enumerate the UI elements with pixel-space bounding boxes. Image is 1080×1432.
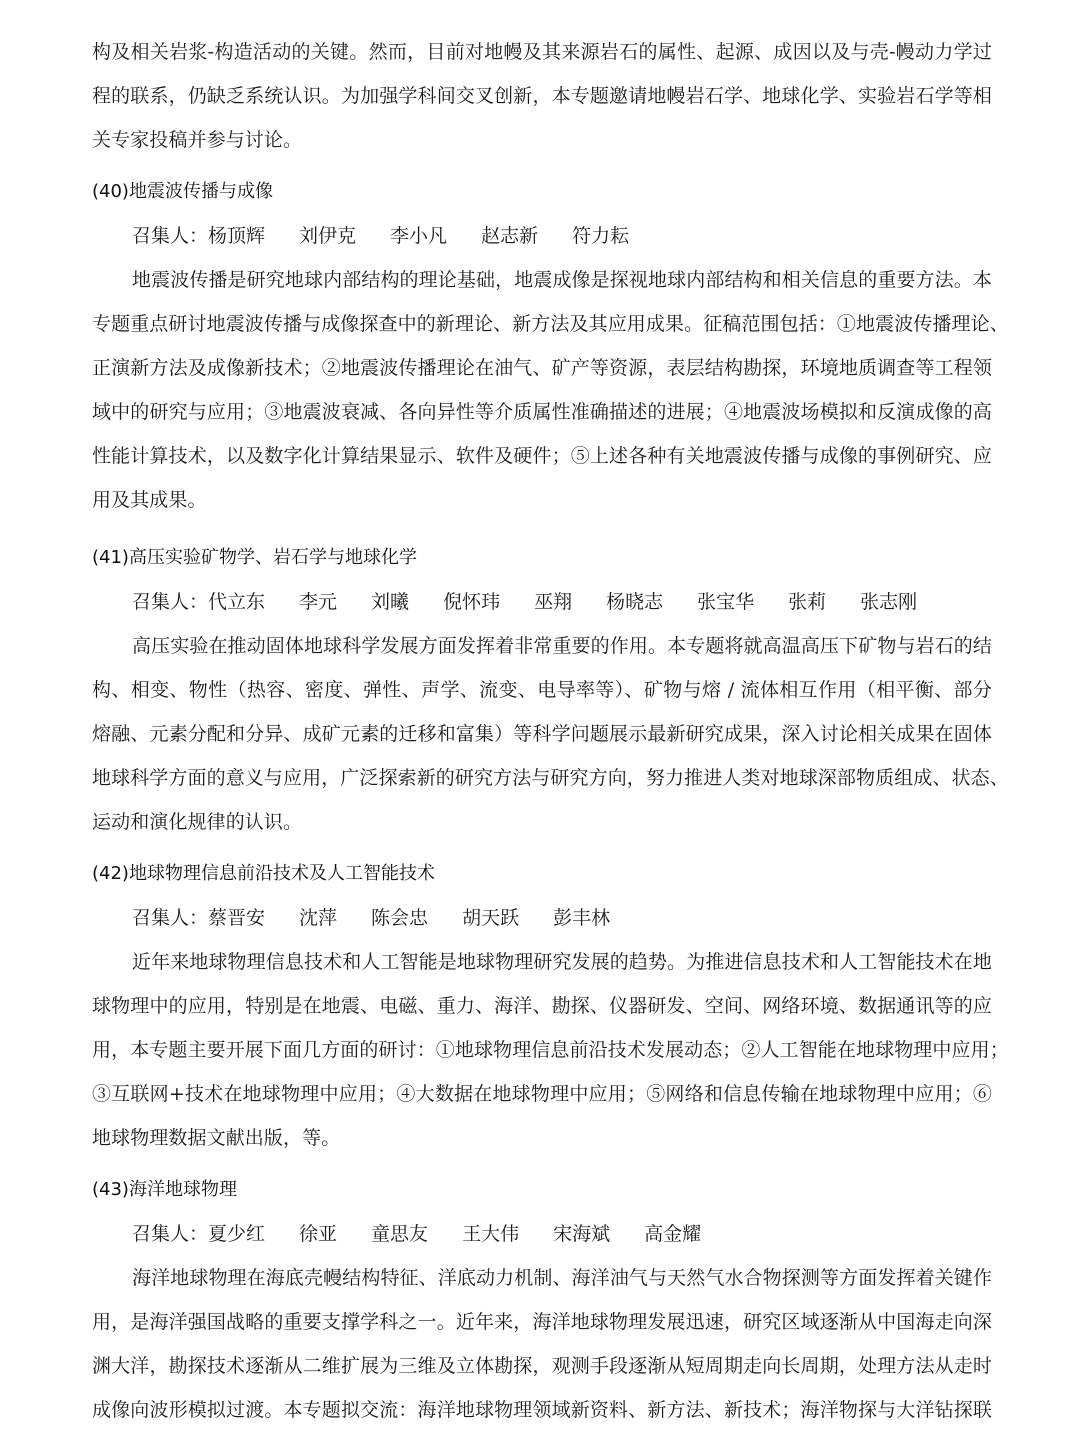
convener-name: 高金耀 <box>644 1223 702 1245</box>
section-heading: (43)海洋地球物理 <box>92 1179 237 1200</box>
text-line: 运动和演化规律的认识。 <box>92 811 303 833</box>
convener-name: 张莉 <box>788 591 827 613</box>
document-page <box>92 30 1009 1432</box>
convener-name: 李小凡 <box>390 225 448 247</box>
text-line: ③互联网+技术在地球物理中应用；④大数据在地球物理中应用；⑤网络和信息传输在地球物理中应用；⑥ <box>92 1083 992 1105</box>
convener-name: 童思友 <box>371 1223 429 1245</box>
text-line: 渊大洋，勘探技术逐渐从二维扩展为三维及立体勘探，观测手段逐渐从短周期走向长周期，处理方法从走时 <box>92 1355 992 1377</box>
text-line: 正演新方法及成像新技术；②地震波传播理论在油气、矿产等资源，表层结构勘探，环境地质调查等工程领 <box>92 357 992 379</box>
convener-label: 召集人： <box>132 1223 209 1245</box>
convener-name: 徐亚 <box>299 1223 338 1245</box>
convener-name: 张志刚 <box>860 591 918 613</box>
section-heading: (40)地震波传播与成像 <box>92 181 273 202</box>
section-heading: (41)高压实验矿物学、岩石学与地球化学 <box>92 547 417 568</box>
section-42 <box>92 852 1009 1160</box>
text-line: 熔融、元素分配和分异、成矿元素的迁移和富集）等科学问题展示最新研究成果，深入讨论相关成果在固体 <box>92 723 992 745</box>
convener-name: 赵志新 <box>481 225 539 247</box>
conveners-line <box>92 580 992 624</box>
convener-name: 彭丰林 <box>553 907 611 929</box>
convener-name: 张宝华 <box>697 591 755 613</box>
convener-label: 召集人： <box>132 907 209 929</box>
text-line: 地球科学方面的意义与应用，广泛探索新的研究方法与研究方向，努力推进人类对地球深部物质组成、状态、 <box>92 767 1009 789</box>
convener-name: 陈会忠 <box>371 907 429 929</box>
text-line: 地球物理数据文献出版，等。 <box>92 1127 341 1149</box>
convener-name: 巫翔 <box>534 591 573 613</box>
convener-name: 刘曦 <box>371 591 410 613</box>
text-line: 程的联系，仍缺乏系统认识。为加强学科间交叉创新，本专题邀请地幔岩石学、地球化学、实验岩石学等相 <box>92 85 992 107</box>
text-line: 关专家投稿并参与讨论。 <box>92 129 303 151</box>
text-line: 近年来地球物理信息技术和人工智能是地球物理研究发展的趋势。为推进信息技术和人工智能技术在地 <box>132 951 992 973</box>
text-line: 海洋地球物理在海底壳幔结构特征、洋底动力机制、海洋油气与天然气水合物探测等方面发挥着关键作 <box>132 1267 992 1289</box>
convener-label: 召集人： <box>132 591 209 613</box>
convener-name: 王大伟 <box>462 1223 520 1245</box>
text-line: 球物理中的应用，特别是在地震、电磁、重力、海洋、勘探、仪器研发、空间、网络环境、数据通讯等的应 <box>92 995 992 1017</box>
convener-name: 李元 <box>299 591 338 613</box>
conveners-line <box>92 896 992 940</box>
section-heading: (42)地球物理信息前沿技术及人工智能技术 <box>92 863 435 884</box>
text-line: 用，本专题主要开展下面几方面的研讨：①地球物理信息前沿技术发展动态；②人工智能在地球物理中应用； <box>92 1039 1009 1061</box>
text-line: 构、相变、物性（热容、密度、弹性、声学、流变、电导率等）、矿物与熔 / 流体相互作用（相平衡、部分 <box>92 679 992 701</box>
text-line: 地震波传播是研究地球内部结构的理论基础，地震成像是探视地球内部结构和相关信息的重要方法。本 <box>132 269 992 291</box>
section-41 <box>92 536 1009 844</box>
text-line: 成像向波形模拟过渡。本专题拟交流：海洋地球物理领域新资料、新方法、新技术；海洋物探与大洋钻探联 <box>92 1399 992 1421</box>
convener-name: 倪怀玮 <box>443 591 501 613</box>
intro-paragraph <box>92 30 992 162</box>
convener-name: 刘伊克 <box>299 225 357 247</box>
convener-name: 沈萍 <box>299 907 338 929</box>
text-line: 用，是海洋强国战略的重要支撑学科之一。近年来，海洋地球物理发展迅速，研究区域逐渐从中国海走向深 <box>92 1311 992 1333</box>
text-line: 构及相关岩浆-构造活动的关键。然而，目前对地幔及其来源岩石的属性、起源、成因以及与壳-幔动力学过 <box>92 41 992 63</box>
convener-name: 杨晓志 <box>606 591 664 613</box>
text-line: 用及其成果。 <box>92 489 207 511</box>
conveners-line <box>92 1212 992 1256</box>
conveners-line <box>92 214 992 258</box>
convener-label: 召集人： <box>132 225 209 247</box>
text-line: 高压实验在推动固体地球科学发展方面发挥着非常重要的作用。本专题将就高温高压下矿物与岩石的结 <box>132 635 992 657</box>
convener-name: 胡天跃 <box>462 907 520 929</box>
convener-name: 宋海斌 <box>553 1223 611 1245</box>
convener-name: 夏少红 <box>208 1223 266 1245</box>
text-line: 专题重点研讨地震波传播与成像探查中的新理论、新方法及其应用成果。征稿范围包括：①地震波传播理论、 <box>92 313 1009 335</box>
text-line: 性能计算技术，以及数字化计算结果显示、软件及硬件；⑤上述各种有关地震波传播与成像的事例研究、应 <box>92 445 992 467</box>
convener-name: 蔡晋安 <box>208 907 266 929</box>
section-40 <box>92 170 1009 522</box>
text-line: 域中的研究与应用；③地震波衰减、各向异性等介质属性准确描述的进展；④地震波场模拟和反演成像的高 <box>92 401 992 423</box>
convener-name: 杨顶辉 <box>208 225 266 247</box>
convener-name: 代立东 <box>208 591 266 613</box>
section-43 <box>92 1168 992 1432</box>
convener-name: 符力耘 <box>572 225 630 247</box>
